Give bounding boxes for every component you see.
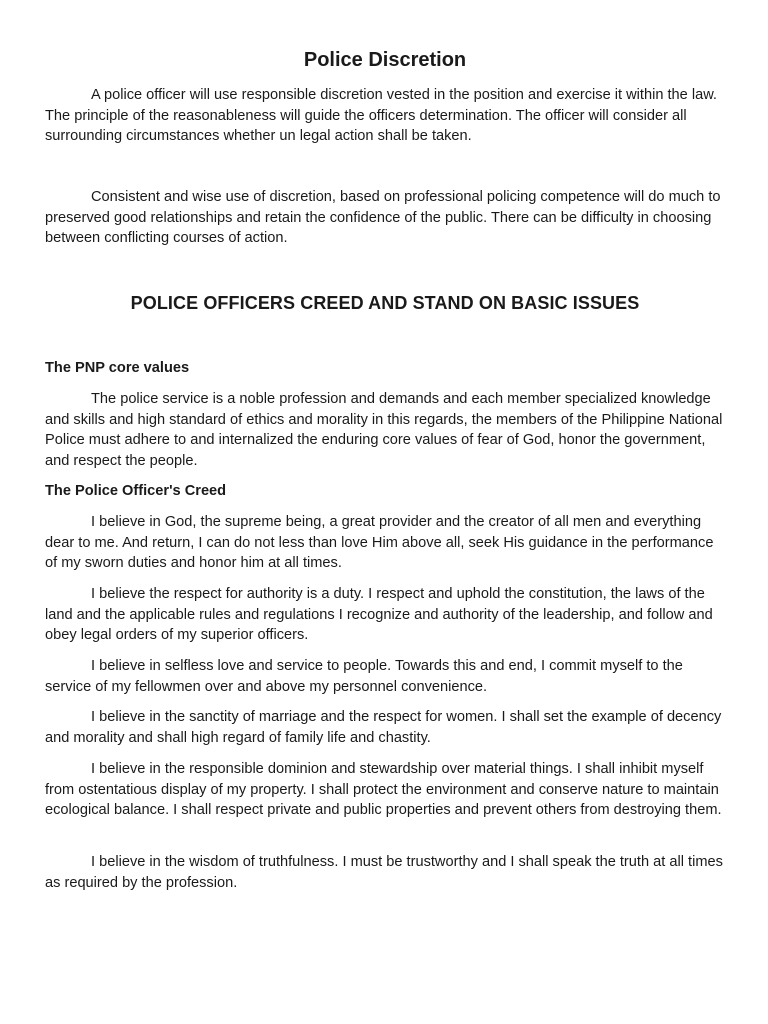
creed-paragraph: I believe in the responsible dominion and stewardship over material things. I shall inhibit myself from ostentatious display of my property. I shall protect the environment and conserve nature to maintain ecological balance. I shall respect private and public properties and prevent others from destroying them. [45, 761, 722, 819]
discretion-paragraph: A police officer will use responsible discretion vested in the position and exercise it within the law. The principle of the reasonableness will guide the officers determination. The officer will consider all surrounding circumstances whether un legal action shall be taken. [45, 87, 717, 145]
creed-paragraph: I believe in the wisdom of truthfulness. I must be trustworthy and I shall speak the truth at all times as required by the profession. [45, 854, 723, 891]
page-title: Police Discretion [303, 49, 467, 71]
core-values-paragraph: The police service is a noble profession and demands and each member specialized knowledge and skills and high standard of ethics and morality in this regards, the members of the Philippine National Police must adhere to and internalized the enduring core values of fear of God, honor the government, and respect the people. [45, 391, 723, 469]
section-title: POLICE OFFICERS CREED AND STAND ON BASIC ISSUES [130, 293, 640, 313]
creed-paragraph: I believe in the sanctity of marriage and the respect for women. I shall set the example of decency and morality and shall high regard of family life and chastity. [45, 709, 722, 746]
discretion-paragraph: Consistent and wise use of discretion, based on professional policing competence will do much to preserved good relationships and retain the confidence of the public. There can be difficulty in choosing between conflicting courses of action. [45, 189, 721, 247]
creed-paragraph: I believe the respect for authority is a duty. I respect and uphold the constitution, the laws of the land and the applicable rules and regulations I recognize and authority of the leadership, and follow and obey legal orders of my superior officers. [45, 586, 713, 644]
core-values-heading: The PNP core values [45, 360, 190, 376]
creed-paragraph: I believe in selfless love and service to people. Towards this and end, I commit myself to the service of my fellowmen over and above my personnel convenience. [45, 658, 683, 695]
creed-heading: The Police Officer's Creed [45, 483, 227, 499]
creed-paragraph: I believe in God, the supreme being, a great provider and the creator of all men and everything dear to me. And return, I can do not less than love Him above all, seek His guidance in the performance of my sworn duties and honor him at all times. [45, 514, 714, 572]
